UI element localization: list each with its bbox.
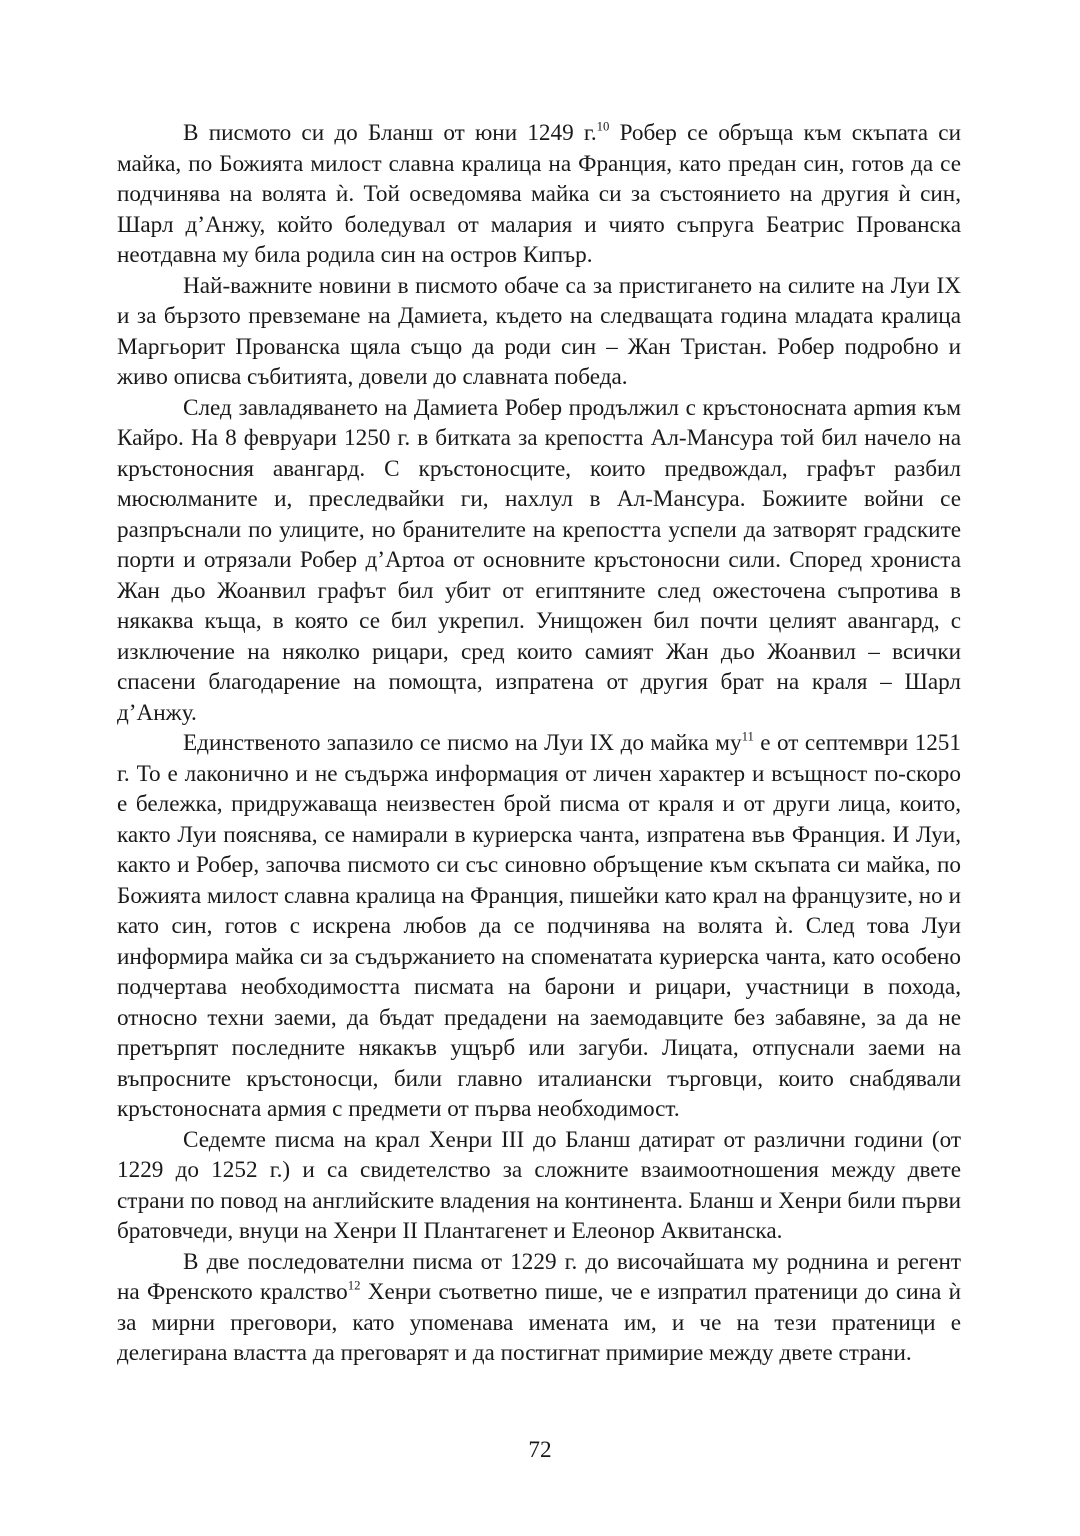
paragraph-4 <box>117 728 961 1125</box>
paragraph-text: В писмото си до Бланш от юни 1249 г. <box>183 120 597 146</box>
footnote-ref-12: 12 <box>347 1278 361 1293</box>
paragraph-text: Робер се обръща към скъпата си майка, по Божията милост славна кралица на Франция, като предан син, готов да се подчинява на волята ѝ. Той осведомява майка си за състоянието на другия ѝ син, Шарл д’Анжу, който боледувал от малария и чиято съпруга Беатрис Прованска неотдавна му била родила син на остров Кипър. <box>117 120 961 268</box>
footnote-ref-11: 11 <box>741 729 754 744</box>
paragraph-6 <box>117 1247 961 1369</box>
paragraph-1 <box>117 118 961 271</box>
paragraph-3 <box>117 393 961 729</box>
page-number: 72 <box>528 1437 552 1463</box>
page-body <box>117 118 961 1369</box>
paragraph-text: След завладяването на Дамиета Робер продължил с кръстоносната арmия към Кайро. На 8 февруари 1250 г. в битката за крепостта Ал-Мансура той бил начело на кръстоносния авангард. С кръстоносците, които предвождал, графът разбил мюсюлманите и, преследвайки ги, нахлул в Ал-Мансура. Божиите войни се разпръснали по улиците, но бранителите на крепостта успели да затворят градските порти и отрязали Робер д’Артоа от основните кръстоносни сили. Според хрониста Жан дьо Жоанвил графът бил убит от египтяните след ожесточена съпротива в някаква къща, в която се бил укрепил. Унищожен бил почти целият авангард, с изключение на няколко рицари, сред които самият Жан дьо Жоанвил – всички спасени благодарение на помощта, изпратена от другия брат на краля – Шарл д’Анжу. <box>117 394 961 726</box>
paragraph-text: В две последователни писма от 1229 г. до височайшата му роднина и регент на Френското кралство <box>117 1248 961 1305</box>
paragraph-text: Единственото запазило се писмо на Луи IX до майка му <box>183 730 742 756</box>
paragraph-text: е от септември 1251 г. То е лаконично и не съдържа информация от личен характер и всъщност по-скоро е бележка, придружаваща неизвестен брой писма от краля и от други лица, които, както Луи пояснява, се намирали в куриерска чанта, изпратена във Франция. И Луи, както и Робер, започва писмото си със синовно обръщение към скъпата си майка, по Божията милост славна кралица на Франция, пишейки като крал на французите, но и като син, готов с искрена любов да се подчинява на волята ѝ. След това Луи информира майка си за съдържанието на споменатата куриерска чанта, като особено подчертава необходимостта писмата на барони и рицари, участници в похода, относно техни заеми, да бъдат предадени на заемодавците без забавяне, за да не претърпят последните някакъв ущърб или загуби. Лицата, отпуснали заеми на въпросните кръстоносци, били главно италиански търговци, които снабдявали кръстоносната армия с предмети от първа необходимост. <box>117 730 961 1122</box>
paragraph-text: Най-важните новини в писмото обаче са за пристигането на силите на Луи IX и за бързото превземане на Дамиета, където на следващата година младата кралица Маргьорит Прованска щяла също да роди син – Жан Тристан. Робер подробно и живо описва събитията, довели до славната победа. <box>117 272 961 390</box>
paragraph-text: Хенри съответно пише, че е изпратил пратеници до сина ѝ за мирни преговори, като упоменава имената им, и че на тези пратеници е делегирана властта да преговарят и да постигнат примирие между двете страни. <box>117 1279 961 1366</box>
footnote-ref-10: 10 <box>596 119 610 134</box>
paragraph-5 <box>117 1125 961 1247</box>
paragraph-2 <box>117 271 961 393</box>
paragraph-text: Седемте писма на крал Хенри III до Бланш датират от различни години (от 1229 до 1252 г.) и са свидетелство за сложните взаимоотношения между двете страни по повод на английските владения на континента. Бланш и Хенри били първи братовчеди, внуци на Хенри II Плантагенет и Елеонор Аквитанска. <box>117 1126 961 1244</box>
